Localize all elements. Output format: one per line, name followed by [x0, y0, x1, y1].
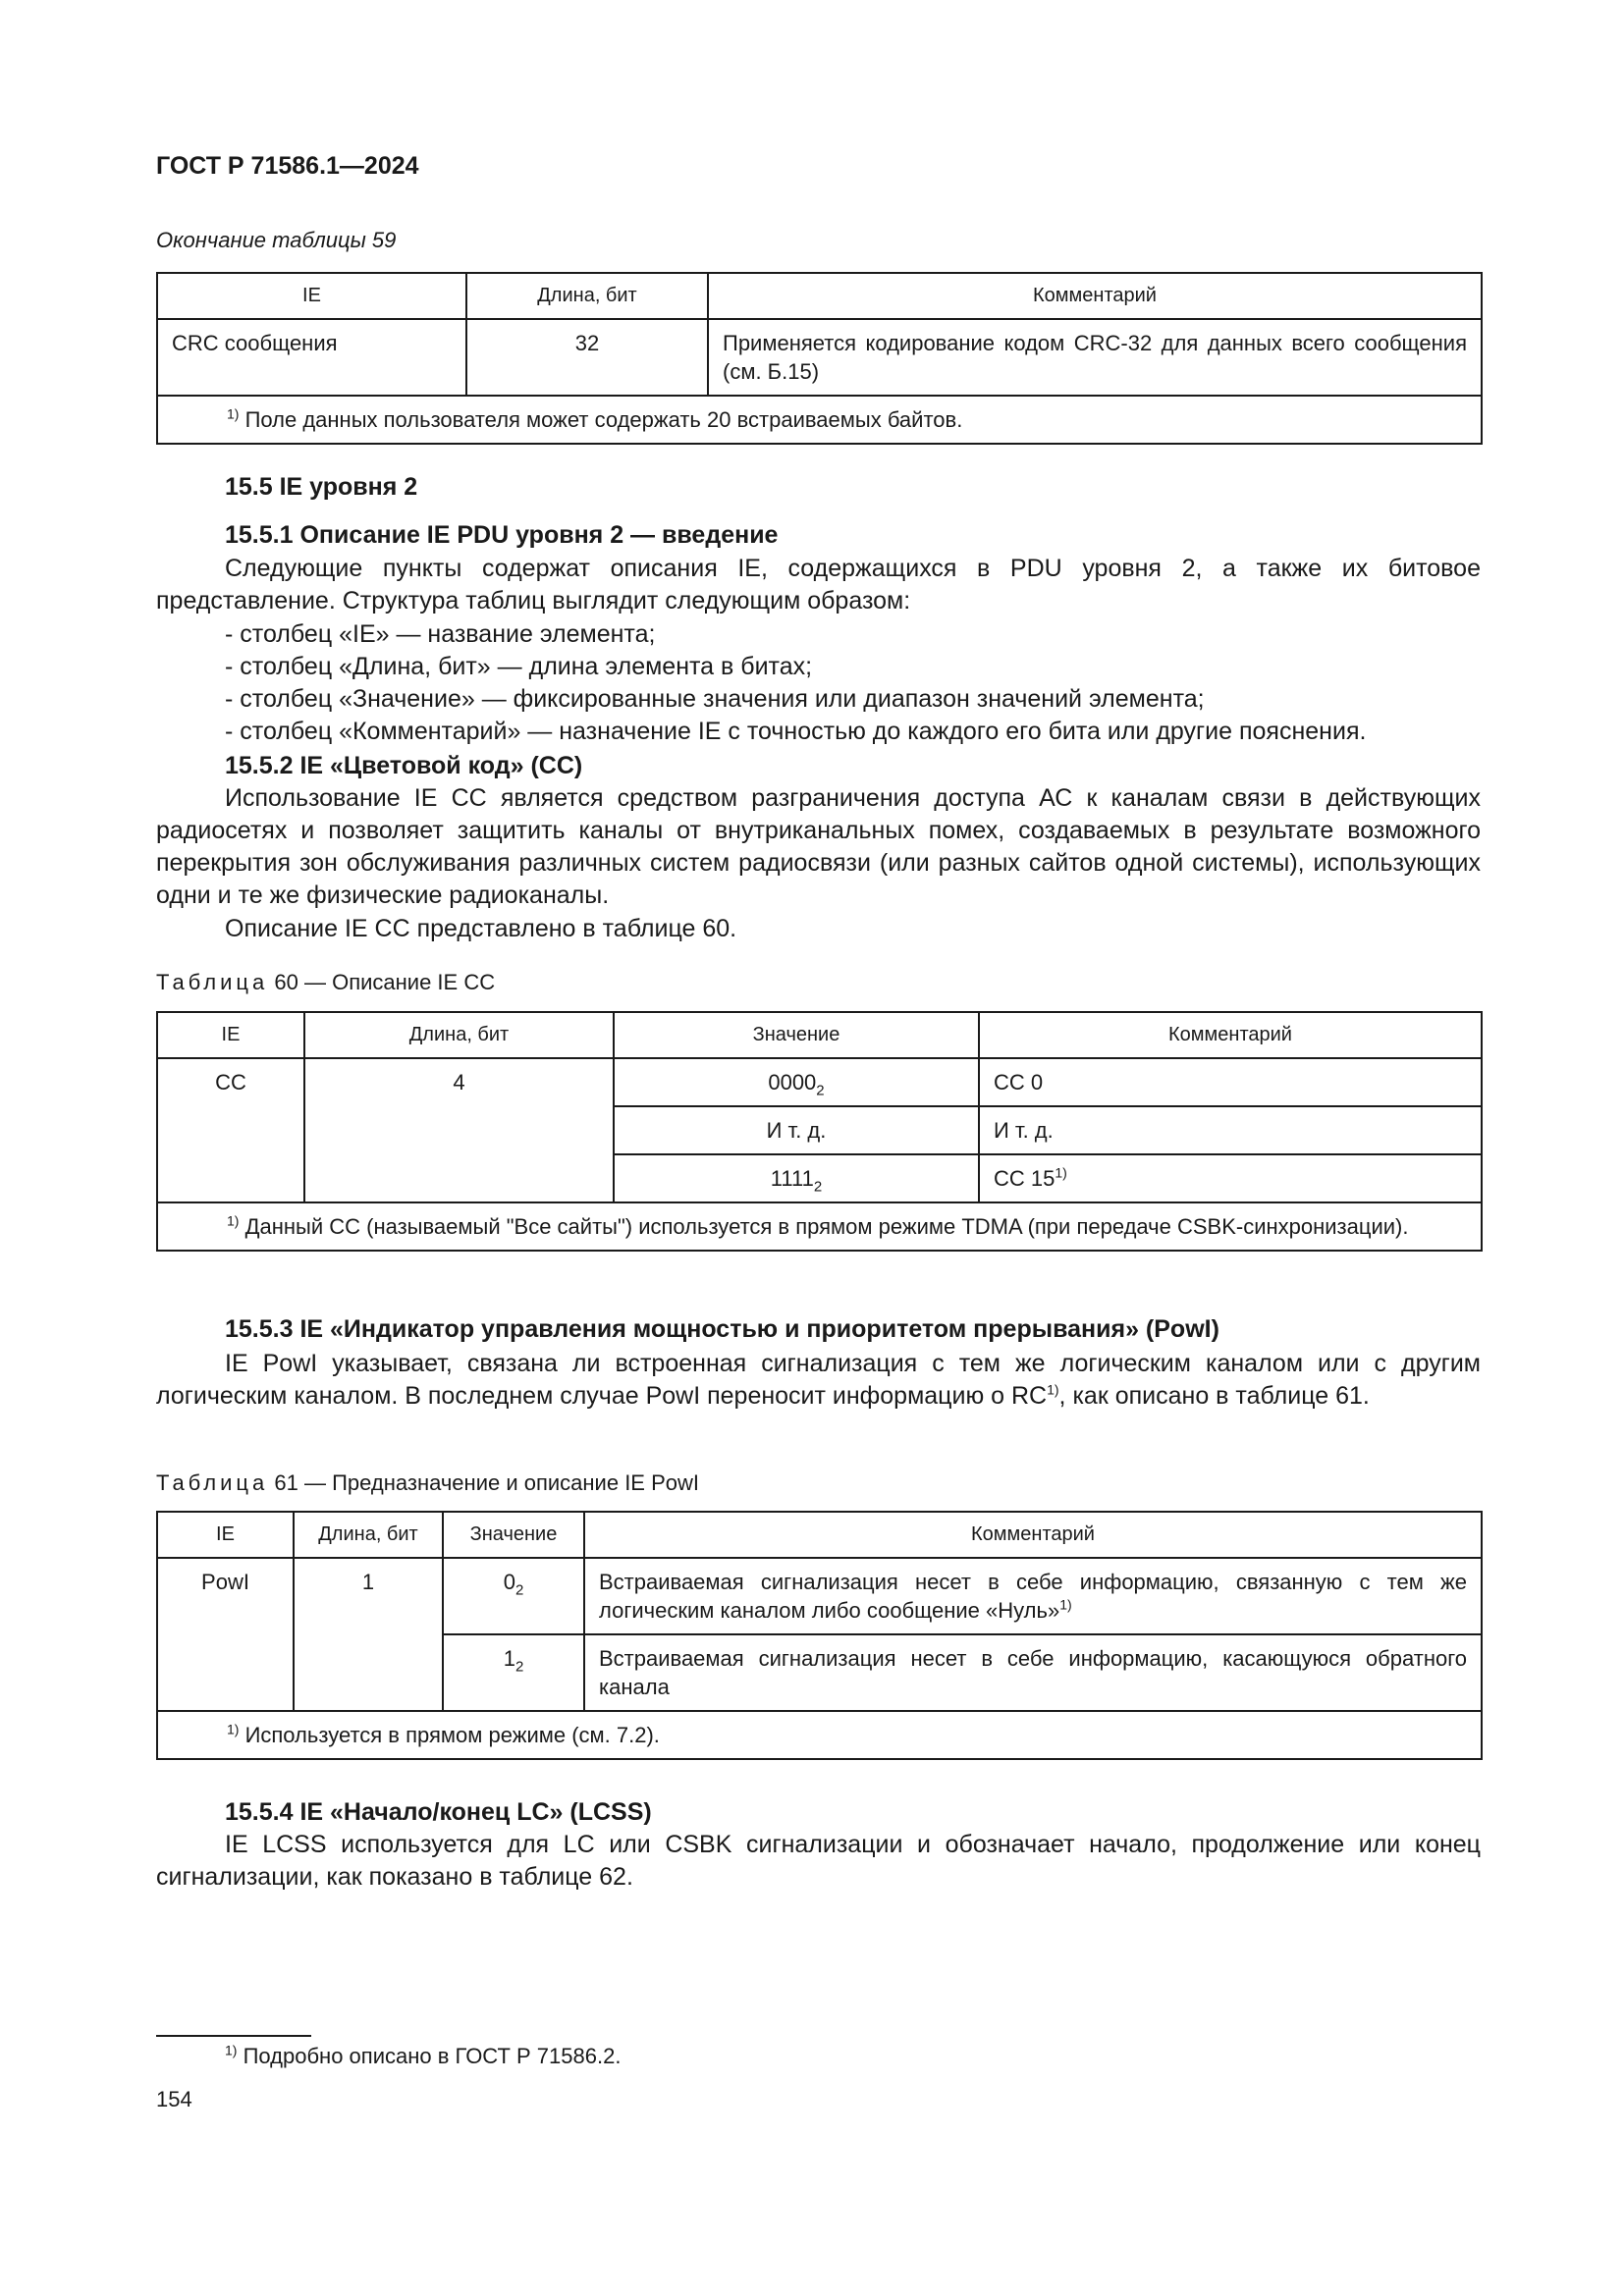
value-text: 1111: [770, 1166, 814, 1191]
paragraph-15-5-3-body: [156, 1348, 1481, 1413]
paragraph-15-5-1-intro: [156, 553, 1481, 617]
paragraph-15-5-4-body: [156, 1829, 1481, 1894]
value-base: 2: [813, 1178, 823, 1196]
paragraph-text: Следующие пункты содержат описания IE, содержащихся в PDU уровня 2, а также их битовое представление. Структура таблиц выглядит следующим образом:: [156, 555, 1481, 614]
paragraph-15-5-2-ref: [156, 913, 1481, 945]
cell-comment: Применяется кодирование кодом CRC-32 для данных всего сообщения (см. Б.15): [708, 319, 1482, 396]
table-61-caption: [156, 1470, 699, 1496]
column-header: IE: [157, 1512, 294, 1558]
comment-text: Встраиваемая сигнализация несет в себе информацию, связанную с тем же логическим каналом либо сообщение «Нуль»: [599, 1570, 1467, 1623]
cell-length: 32: [466, 319, 708, 396]
cell-comment: [979, 1058, 1482, 1106]
document-header: ГОСТ Р 71586.1—2024: [156, 152, 419, 180]
cell-comment: [979, 1106, 1482, 1154]
table-59: [156, 272, 1483, 445]
paragraph-text: , как описано в таблице 61.: [1058, 1382, 1370, 1410]
caption-label: Таблица: [156, 970, 269, 994]
table-60: [156, 1011, 1483, 1252]
cell-ie: CRC сообщения: [157, 319, 466, 396]
cell-comment: [979, 1154, 1482, 1202]
value-base: 2: [816, 1082, 825, 1099]
cell-length: 4: [304, 1058, 614, 1202]
value-base: 2: [514, 1581, 524, 1599]
caption-label: Таблица: [156, 1470, 269, 1495]
table-note-text: Данный CC (называемый "Все сайты") используется в прямом режиме TDMA (при передаче CSBK-синхронизации).: [244, 1214, 1409, 1239]
paragraph-text: IE LCSS используется для LC или CSBK сигнализации и обозначает начало, продолжение или конец сигнализации, как показано в таблице 62.: [156, 1831, 1481, 1891]
comment-text: CC 0: [994, 1070, 1044, 1095]
value-text: 0: [503, 1570, 515, 1594]
footnote-text: Подробно описано в ГОСТ Р 71586.2.: [243, 2044, 622, 2068]
section-title-15-5-1: 15.5.1 Описание IE PDU уровня 2 — введение: [225, 521, 779, 549]
caption-text: 61 — Предназначение и описание IE PowI: [274, 1470, 699, 1495]
value-text: 1: [503, 1646, 515, 1671]
cell-value: [614, 1106, 979, 1154]
cell-length: 1: [294, 1558, 443, 1711]
paragraph-text: Описание IE CC представлено в таблице 60.: [225, 915, 737, 942]
table-60-caption: [156, 970, 495, 995]
value-text: И т. д.: [766, 1118, 827, 1143]
cell-ie: PowI: [157, 1558, 294, 1711]
column-header: Значение: [614, 1012, 979, 1058]
table-row: [157, 319, 1482, 396]
section-title-15-5-3: 15.5.3 IE «Индикатор управления мощностью и приоритетом прерывания» (PowI): [225, 1315, 1219, 1343]
table-note-text: Поле данных пользователя может содержать 20 встраиваемых байтов.: [244, 407, 963, 432]
comment-text: И т. д.: [994, 1118, 1054, 1143]
value-base: 2: [514, 1658, 524, 1676]
table-note: [157, 1202, 1482, 1251]
value-text: 0000: [768, 1070, 817, 1095]
table-note-row: [157, 1202, 1482, 1251]
column-header: Комментарий: [708, 273, 1482, 319]
table-header-row: [157, 273, 1482, 319]
column-header: Длина, бит: [466, 273, 708, 319]
table-note: [157, 396, 1482, 444]
footnote-marker: 1): [227, 405, 240, 422]
cell-comment: [584, 1558, 1482, 1634]
paragraph-text: Использование IE CC является средством разграничения доступа АС к каналам связи в действующих радиосетях и позволяет защитить каналы от внутриканальных помех, создаваемых в результате возможного перекрытия зон обслуживания различных систем радиосвязи (или разных сайтов одной системы), использующих одни и те же физические радиоканалы.: [156, 784, 1481, 909]
footnote-marker: 1): [227, 1721, 240, 1737]
column-header: Значение: [443, 1512, 584, 1558]
cell-value: [614, 1058, 979, 1106]
comment-text: CC 15: [994, 1166, 1056, 1191]
list-item: - столбец «Значение» — фиксированные значения или диапазон значений элемента;: [225, 685, 1205, 713]
cell-value: [443, 1558, 584, 1634]
column-header: Длина, бит: [294, 1512, 443, 1558]
table-row: [157, 1558, 1482, 1634]
list-item: - столбец «Длина, бит» — длина элемента в битах;: [225, 653, 813, 680]
section-title-15-5: 15.5 IE уровня 2: [225, 473, 418, 501]
table-note-row: [157, 396, 1482, 444]
footnote-marker: 1): [227, 1212, 240, 1229]
column-header: IE: [157, 273, 466, 319]
paragraph-text: IE PowI указывает, связана ли встроенная сигнализация с тем же логическим каналом или с другим логическим каналом. В последнем случае PowI переносит информацию о RC: [156, 1350, 1481, 1410]
cell-comment: [584, 1634, 1482, 1711]
cell-value: [443, 1634, 584, 1711]
comment-text: Встраиваемая сигнализация несет в себе информацию, касающуюся обратного канала: [599, 1646, 1467, 1699]
footnote-marker: 1): [225, 2042, 238, 2058]
paragraph-15-5-2-body: [156, 782, 1481, 912]
table-note-row: [157, 1711, 1482, 1759]
list-item: - столбец «Комментарий» — назначение IE с точностью до каждого его бита или другие пояснения.: [225, 718, 1367, 745]
table-59-continuation-label: Окончание таблицы 59: [156, 228, 397, 252]
list-item: - столбец «IE» — название элемента;: [225, 620, 656, 648]
table-note-text: Используется в прямом режиме (см. 7.2).: [244, 1723, 660, 1747]
table-header-row: [157, 1012, 1482, 1058]
table-61: [156, 1511, 1483, 1760]
footnote-marker: 1): [1059, 1596, 1072, 1613]
section-title-15-5-4: 15.5.4 IE «Начало/конец LC» (LCSS): [225, 1798, 652, 1826]
column-header: Комментарий: [584, 1512, 1482, 1558]
page-number: 154: [156, 2087, 192, 2111]
table-note: [157, 1711, 1482, 1759]
footnote-separator: [156, 2035, 311, 2037]
section-title-15-5-2: 15.5.2 IE «Цветовой код» (CC): [225, 752, 583, 779]
footnote-marker: 1): [1047, 1381, 1059, 1398]
page-footnote: [225, 2044, 621, 2069]
column-header: Комментарий: [979, 1012, 1482, 1058]
cell-value: [614, 1154, 979, 1202]
footnote-marker: 1): [1055, 1164, 1067, 1181]
table-header-row: [157, 1512, 1482, 1558]
column-description-list: [225, 618, 1366, 748]
column-header: Длина, бит: [304, 1012, 614, 1058]
table-row: [157, 1058, 1482, 1106]
column-header: IE: [157, 1012, 304, 1058]
cell-ie: CC: [157, 1058, 304, 1202]
caption-text: 60 — Описание IE CC: [274, 970, 496, 994]
